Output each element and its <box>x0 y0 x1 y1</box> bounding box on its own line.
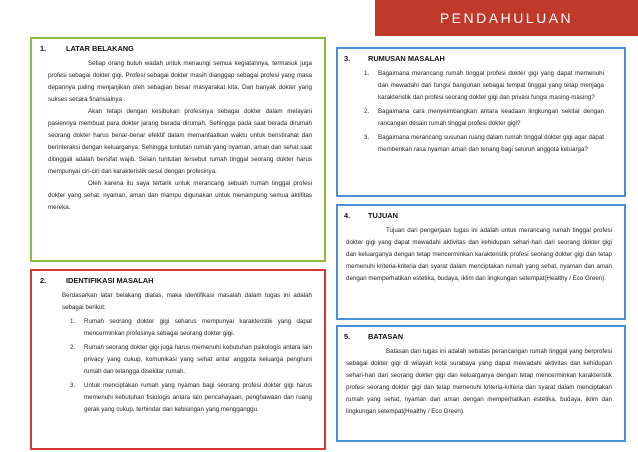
item-text: Bagaimana merancang susunan ruang dalam rumah tinggal dokter gigi agar dapat memberikan rasa nyaman aman dan tenang bagi seluruh anggota keluarga? <box>378 134 604 153</box>
tujuan-box <box>336 204 626 320</box>
rumusan-heading <box>338 54 624 64</box>
item-number: 3. <box>70 382 76 389</box>
item-text: Untuk menciptakan rumah yang nyaman bagi seorang profesi dokter gigi harus memenuhi kebutuhan fisiologis antara lain pencahayaan, penghawaan dan ruang gerak yang cukup, terhindar dari kebisingan yang mengganggu. <box>84 382 312 413</box>
batasan-heading <box>338 332 624 342</box>
identifikasi-masalah-box <box>30 269 326 450</box>
identifikasi-list <box>32 316 324 416</box>
item-number: 2. <box>70 344 76 351</box>
latar-belakang-box <box>30 37 326 262</box>
list-item <box>70 380 312 416</box>
section-number: 4. <box>344 211 351 220</box>
list-item <box>364 68 604 104</box>
rumusan-masalah-box <box>336 47 626 197</box>
latar-paragraph-1: Setiap orang butuh wadah untuk menaungi semua kegiatannya, termasuk juga profesi sebagai dokter gigi. Profesi sebagai dokter masih dianggap sebagai profesi yang masa depannya paling menjanjikan oleh sebagian besar masyarakat kita. Dan banyak dokter yang sukses secara finansialnya . <box>48 60 312 103</box>
list-item <box>364 132 604 156</box>
page-title-text: PENDAHULUAN <box>439 10 574 26</box>
section-title: IDENTIFIKASI MASALAH <box>66 276 154 285</box>
section-number: 3. <box>344 54 351 63</box>
latar-belakang-heading <box>32 44 324 54</box>
item-text: Rumah seorang dokter gigi seharus mempunyai karakteristik yang dapat mencerminkan profesinya sebagai seorang dokter gigi. <box>84 318 312 337</box>
tujuan-paragraph: Tujuan dari pengerjaan tugas ini adalah untuk merancang rumah tinggal profesi dokter gigi yang dapat mewadahi aktivitas dan kehidupan sehari-hari dari seorang dokter gigi dan keluarganya dengan tetap mencerminkan karakteristik profesi seorang dokter gigi dan tetap memenuhi kriteria-kriteria dan syarat dalam menciptakan rumah yang sehat, nyaman dan aman dengan memperhatikan estetika, budaya, iklim dan lingkungan setempat(Healthy / Eco Green). <box>346 227 612 282</box>
section-title: LATAR BELAKANG <box>66 44 134 53</box>
latar-paragraph-3: Oleh karena itu saya tertarik untuk merancang sebuah rumah tinggal profesi dokter yang sehat, nyaman, aman dan mampu digunakan untuk menampung semua aktifitas mereka. <box>48 180 312 211</box>
item-text: Bagaimana merancang rumah tinggal profesi dokter gigi yang dapat memenuhi dan mewadahi dari fungsi bangunan sebagai tempat tinggal yang tetap menjaga karakteristik dari profesi seorang dokter gigi dan privasi fungsi masing-masing? <box>378 70 604 101</box>
list-item <box>364 106 604 130</box>
batasan-box <box>336 325 626 442</box>
item-number: 1. <box>364 70 370 77</box>
identifikasi-heading <box>32 276 324 286</box>
list-item <box>70 342 312 378</box>
identifikasi-intro: Berdasarkan latar belakang diatas, maka identifikasi masalah dalam tugas ini adalah sebagai berikut: <box>62 292 312 311</box>
section-title: TUJUAN <box>368 211 398 220</box>
latar-paragraph-2: Akan tetapi dengan kesibukan profesinya sebagai dokter dalam melayani pasiennya membuat para dokter jarang berada dirumah. Sehingga pada saat berada dirumah seorang dokter harus benar-benar efektif dalam memanfaatkan waktu untuk beristirahat dan berinteraksi dengan keluarganya. Sehingga tuntutan rumah yang nyaman, aman dan sehat saat ditinggali adalah bersifat wajib. Selain tuntutan tersebut rumah tinggal seorang dokter harus mempunyai ciri-ciri dan karakteristik sesui dengan profesinya. <box>48 108 312 175</box>
batasan-paragraph: Batasan dari tugas ini adalah sebatas perancangan rumah tinggal yang berprofesi sebagai dokter gigi di wilayah kota surabaya yang dapat mewadahi aktivitas dan kehidupan sehari-hari dari seorang dokter gigi dan keluarganya dengan tetap mencerminkan karakteristik profesi seorang dokter gigi dan tetap memenuhi kriteria-kriteria dan syarat dalam menciptakan rumah yang sehat, nyaman dan aman dengan memperhatikan estetika, budaya, iklim dan lingkungan setempat(Healthy / Eco Green). <box>346 348 612 415</box>
item-number: 3. <box>364 134 370 141</box>
rumusan-list <box>338 68 624 156</box>
page-title <box>375 0 638 36</box>
item-text: Rumah seorang dokter gigi juga harus memenuhi kebutuhan psikologis antara lain privacy yang cukup, komunikasi yang sehat antar anggota keluarga penghuni rumah dan tetangga disekitar rumah. <box>84 344 312 375</box>
section-title: BATASAN <box>368 332 404 341</box>
item-text: Bagaimana cara menyeimbangkan antara keadaan lingkungan sekitar dengan rancangan desain rumah tinggal profesi dokter gigi? <box>378 108 604 127</box>
section-number: 5. <box>344 332 351 341</box>
section-number: 1. <box>40 44 47 53</box>
item-number: 2. <box>364 108 370 115</box>
item-number: 1. <box>70 318 76 325</box>
tujuan-heading <box>338 211 624 221</box>
section-number: 2. <box>40 276 47 285</box>
list-item <box>70 316 312 340</box>
section-title: RUMUSAN MASALAH <box>368 54 445 63</box>
